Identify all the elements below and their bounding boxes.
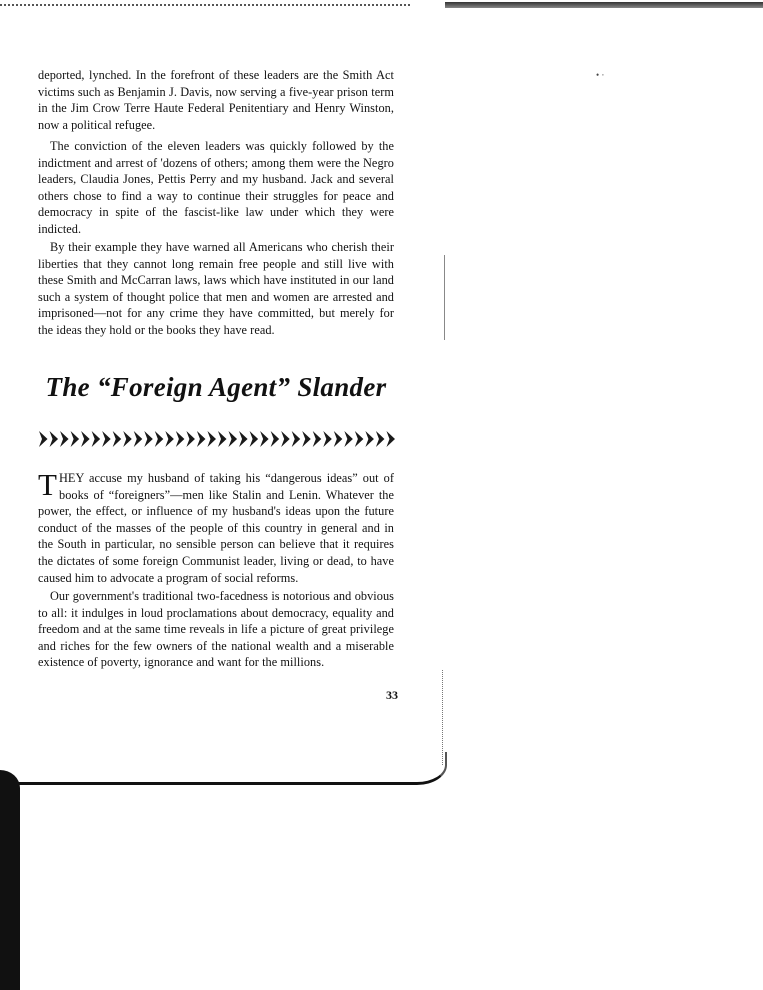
chevron-mark (250, 431, 259, 447)
section-title: The “Foreign Agent” Slander (45, 372, 387, 402)
paragraph-1: deported, lynched. In the forefront of these leaders are the Smith Act victims such as Benjamin J. Davis, now serving a five-year prison term in the Jim Crow Terre Haute Federal Penitentiary and Henry Winston, now a political refugee. (38, 68, 394, 132)
chevron-mark (386, 431, 395, 447)
chevron-mark (123, 431, 132, 447)
chevron-mark (113, 431, 122, 447)
paragraph-2: The conviction of the eleven leaders was quickly followed by the indictment and arrest of 'dozens of others; among them were the Negro leaders, Claudia Jones, Pettis Perry and my husband. Jack and several others chose to find a way to continue their struggles for peace and democracy in spite of the fascist-like law under which they were indicted. (38, 139, 394, 236)
chevron-mark (144, 431, 153, 447)
chevron-mark (323, 431, 332, 447)
chevron-mark (165, 431, 174, 447)
paragraph-1-block (38, 67, 394, 133)
chevron-mark (102, 431, 111, 447)
chevron-row-icon (38, 428, 396, 450)
paragraph-4 (38, 467, 394, 586)
chevron-mark (344, 431, 353, 447)
chevron-mark (71, 431, 80, 447)
scan-margin-dots (442, 670, 449, 765)
chevron-mark (218, 431, 227, 447)
chevron-mark (207, 431, 216, 447)
chevron-mark (376, 431, 385, 447)
chevron-mark (313, 431, 322, 447)
chevron-mark (176, 431, 185, 447)
chevron-mark (134, 431, 143, 447)
paragraph-3-block (38, 239, 394, 339)
chevron-row-ornament (38, 428, 396, 450)
chevron-mark (271, 431, 280, 447)
chevron-mark (155, 431, 164, 447)
paragraph-2-block (38, 138, 394, 238)
chevron-mark (50, 431, 59, 447)
chevron-mark (81, 431, 90, 447)
scan-back-page (0, 770, 20, 990)
chevron-mark (292, 431, 301, 447)
scan-edge-bottom (0, 752, 447, 785)
chevron-mark (239, 431, 248, 447)
chevron-mark (60, 431, 69, 447)
paragraph-4-text: HEY accuse my husband of taking his “dangerous ideas” out of books of “foreigners”—men like Stalin and Lenin. Whatever the power, the effect, or influence of my husband's ideas upon the future conduct of the masses of the people of this country in general and in the South in particular, no sensible person can believe that it requires the dictates of some foreign Communist leader, living or dead, to have caused him to advocate a program of social reforms. (38, 471, 394, 585)
paragraph-4-block (38, 467, 394, 586)
drop-cap: T (38, 467, 57, 502)
scan-edge-top-right (445, 2, 763, 8)
chevron-mark (92, 431, 101, 447)
chevron-mark (365, 431, 374, 447)
chevron-mark (186, 431, 195, 447)
chevron-mark (197, 431, 206, 447)
chevron-mark (229, 431, 238, 447)
chevron-mark (260, 431, 269, 447)
paragraph-5-block (38, 588, 394, 671)
chevron-mark (302, 431, 311, 447)
chevron-mark (355, 431, 364, 447)
page-number: 33 (386, 688, 398, 702)
chevron-mark (39, 431, 48, 447)
chevron-mark (281, 431, 290, 447)
scan-specks: • ⋅ (596, 70, 605, 80)
paragraph-5: Our government's traditional two-facedness is notorious and obvious to all: it indulges in loud proclamations about democracy, equality and freedom and at the same time reveals in life a picture of great privilege and riches for the few owners of the national wealth and a miserable existence of poverty, ignorance and want for the millions. (38, 589, 394, 670)
scan-edge-right (444, 255, 445, 340)
chevron-mark (334, 431, 343, 447)
paragraph-3: By their example they have warned all Americans who cherish their liberties that they cannot long remain free people and still live with these Smith and McCarran laws, laws which have instituted in our land such a system of thought police that men and women are arrested and imprisoned—not for any crime they have committed, but merely for the ideas they hold or the books they have read. (38, 240, 394, 337)
scan-edge-top-left (0, 4, 410, 6)
